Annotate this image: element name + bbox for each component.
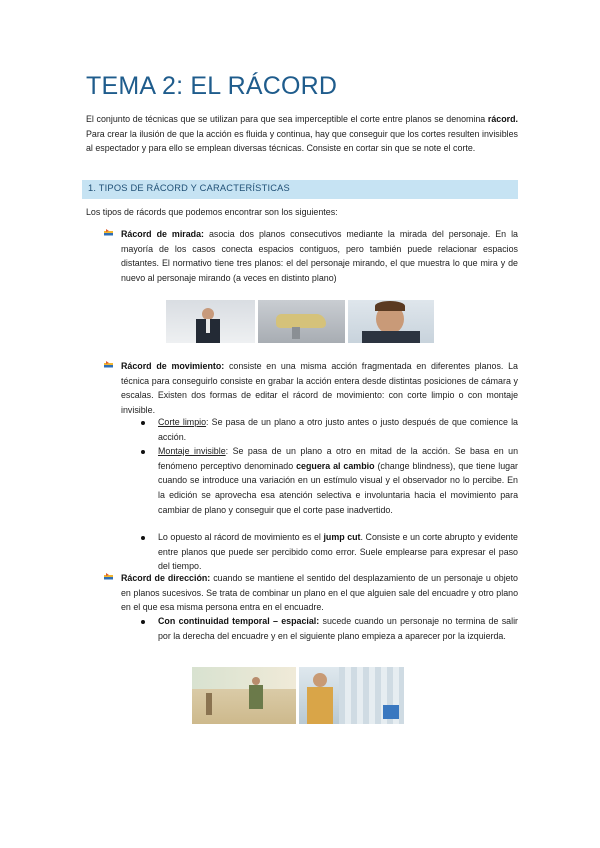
sub-description: : Se pasa de un plano a otro justo antes o justo después de que comience la acción. (158, 417, 518, 442)
item-label: Rácord de movimiento: (121, 361, 225, 371)
sub-jump-cut (158, 530, 518, 574)
book-bullet-icon (103, 572, 114, 583)
item-label: Rácord de dirección: (121, 573, 211, 583)
still-man-looking (166, 300, 255, 343)
circle-bullet-icon (141, 421, 145, 425)
section-heading: 1. TIPOS DE RÁCORD Y CARACTERÍSTICAS (88, 183, 290, 193)
page-title: TEMA 2: EL RÁCORD (86, 72, 338, 100)
item-movimiento (121, 359, 518, 418)
sub-continuidad (158, 614, 518, 643)
sub-description-cont: (change blindness), que tiene lugar cuando se introduce una variación en un estímulo visual y el observador no lo percibe. En la edición se aprovecha esa atención selectiva e involuntaria hacia el movimiento para cambiar de plano y conseguir que el corte pase inadvertido. (158, 460, 519, 515)
sub-corte-limpio (158, 415, 518, 444)
item-description: asocia dos planos consecutivos mediante la mirada del personaje. En la mayoría de los casos conecta espacios contiguos, pero también puede relacionar espacios distantes. El normativo tiene tres planos: el del personaje mirando, el que muestra lo que mira y de nuevo al personaje mirando (a veces en distinto plano) (121, 229, 518, 284)
intro-text-cont: Para crear la ilusión de que la acción es fluida y continua, hay que conseguir que los cortes resulten invisibles al espectador y para ello se emplean diversas técnicas. Consiste en cortar sin que se note el corte. (86, 128, 518, 154)
lead-text: Los tipos de rácords que podemos encontrar son los siguientes: (86, 207, 338, 217)
item-description: cuando se mantiene el sentido del desplazamiento de un personaje u objeto en planos sucesivos. Se trata de combinar un plano en el que alguien sale del encuadre y otro plano en el que esa misma persona entra en el encuadre. (121, 573, 518, 613)
sub-bold-term: Con continuidad temporal – espacial: (158, 616, 320, 626)
still-object-seen (258, 300, 345, 343)
sub-term: Corte limpio (158, 417, 207, 427)
item-description: consiste en una misma acción fragmentada en diferentes planos. La técnica para conseguirlo consiste en grabar la acción entera desde distintas posiciones de cámara y escalas. Existen dos formas de editar el rácord de movimiento: con corte limpio o con montaje invisible. (121, 361, 518, 416)
circle-bullet-icon (141, 536, 145, 540)
still-person-entering (299, 667, 404, 724)
image-strip-direccion (192, 667, 404, 724)
sub-bold-term: ceguera al cambio (296, 460, 375, 471)
intro-paragraph (86, 112, 518, 156)
item-mirada (121, 227, 518, 286)
circle-bullet-icon (141, 450, 145, 454)
intro-term: rácord. (487, 114, 518, 124)
sub-description: : Se pasa de un plano a otro en mitad de la acción. Se basa en un fenómeno perceptivo denominado (158, 446, 519, 471)
intro-text: El conjunto de técnicas que se utilizan para que sea imperceptible el corte entre planos se denomina (86, 114, 488, 124)
book-bullet-icon (103, 228, 114, 239)
section-heading-bar (82, 180, 518, 199)
sub-term: Montaje invisible (158, 446, 226, 456)
item-label: Rácord de mirada: (121, 229, 204, 239)
circle-bullet-icon (141, 620, 145, 624)
still-person-exiting (192, 667, 296, 724)
sub-description-cont: . Consiste e un corte abrupto y evidente entre planos que puede ser percibido como error. Suele emplearse para expresar el paso del tiempo. (158, 532, 518, 572)
item-direccion (121, 571, 518, 615)
book-bullet-icon (103, 360, 114, 371)
sub-description: sucede cuando un personaje no termina de salir por la derecha del encuadre y en el siguiente plano empieza a aparecer por la izquierda. (158, 616, 518, 641)
sub-description: Lo opuesto al rácord de movimiento es el (158, 532, 324, 542)
sub-bold-term: jump cut (323, 532, 361, 542)
image-strip-mirada (166, 300, 434, 343)
still-man-looking-closeup (348, 300, 434, 343)
sub-montaje-invisible (158, 444, 518, 518)
